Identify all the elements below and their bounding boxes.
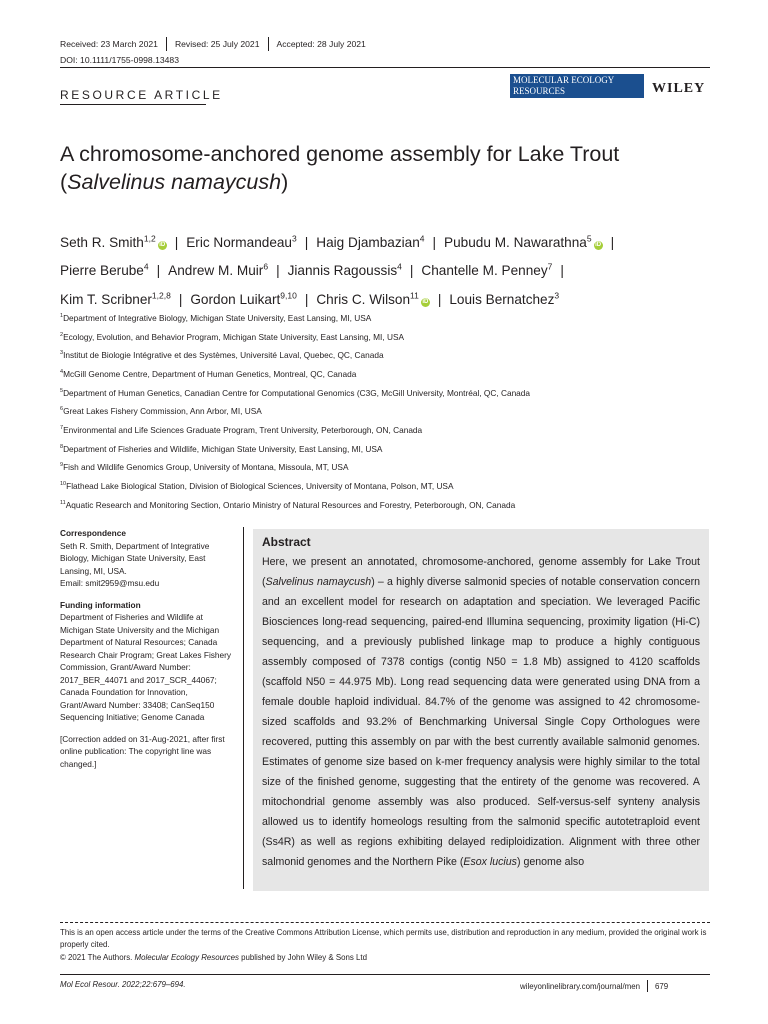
article-type-underline <box>60 104 206 105</box>
author-list: Seth R. Smith$^{1,2}$iD | Eric Normandeau$^3$ | Haig Djambazian$^4$ | Pubudu M. Nawarathna$^5$iD | Pierre Berube$^4$ | Andrew M. Muir$^6$ | Jiannis Ragoussis$^4$ | Chantelle M. Penney$^7$ | Kim T. Scribner$^{1,2,8}$ | Gordon Luikart$^{9,10}$ | Chris C. Wilson$^{11}$iD | Louis Bernatchez$^3$ <box>60 233 615 307</box>
journal-logo-line2: RESOURCES <box>513 86 566 96</box>
affiliation: $^7$Environmental and Life Sciences Graduate Program, Trent University, Peterborough, ON, Canada <box>60 424 423 435</box>
revised-date: Revised: 25 July 2021 <box>174 39 260 49</box>
citation: Mol Ecol Resour. 2022;22:679–694. <box>60 980 186 989</box>
divider <box>268 37 269 51</box>
accepted-date: Accepted: 28 July 2021 <box>276 39 366 49</box>
author[interactable]: Eric Normandeau$^3$ <box>186 233 297 250</box>
author[interactable]: Louis Bernatchez$^3$ <box>449 290 560 307</box>
article-type: RESOURCE ARTICLE <box>60 88 223 102</box>
correspondence-text: Seth R. Smith, Department of Integrative Biology, Michigan State University, East Lansing, MI, USA. <box>60 540 210 576</box>
license-divider <box>60 922 710 923</box>
divider <box>647 980 648 992</box>
article-dates <box>60 37 366 51</box>
orcid-icon[interactable]: iD <box>159 241 166 248</box>
affiliation: $^{10}$Flathead Lake Biological Station, Division of Biological Sciences, University of Montana, Polson, MT, USA <box>60 480 454 491</box>
title-species: Salvelinus namaycush <box>67 170 282 194</box>
title-paren-close: ) <box>281 170 289 194</box>
title-paren-open: ( <box>60 170 68 194</box>
funding-heading: Funding information <box>60 599 141 610</box>
header-rule <box>60 67 710 68</box>
author[interactable]: Seth R. Smith$^{1,2}$iD <box>60 233 166 250</box>
author[interactable]: Gordon Luikart$^{9,10}$ <box>190 290 297 307</box>
abstract-text: Here, we present an annotated, chromosome-anchored, genome assembly for Lake Trout (Salvelinus namaycush) – a highly diverse salmonid species of notable conservation concern and an excellent model for research on adaptation and speciation. We leveraged Pacific Biosciences long-read sequencing, paired-end Illumina sequencing, proximity ligation (Hi-C) sequencing, and a previously published linkage map to produce a highly contiguous assembly composed of 7378 contigs (contig N50 = 1.8 Mb) assigned to 4120 scaffolds (scaffold N50 = 44.975 Mb). Long read sequencing data were generated using DNA from a female double haploid individual. 84.7% of the genome was assigned to 42 chromosome-sized scaffolds and 93.2% of Benchmarking Universal Single Copy Orthologues were recovered, putting this assembly on par with the best currently available salmonid genomes. Estimates of genome size based on k-mer frequency analysis were highly similar to the total size of the finished genome, suggesting that the entirety of the genome was recovered. A mitochondrial genome assembly was also produced. Self-versus-self synteny analysis allowed us to identify homeologs resulting from the salmonid specific autotetraploid event (Ss4R) as well as regions exhibiting delayed rediploidization. Alignment with three other salmonid genomes and the Northern Pike (Esox lucius) genome also <box>262 556 701 868</box>
affiliation: $^4$McGill Genome Centre, Department of Human Genetics, Montreal, QC, Canada <box>60 368 357 379</box>
affiliation: $^9$Fish and Wildlife Genomics Group, University of Montana, Missoula, MT, USA <box>60 462 349 473</box>
author[interactable]: Pubudu M. Nawarathna$^5$iD <box>444 233 602 250</box>
affiliation: $^1$Department of Integrative Biology, Michigan State University, East Lansing, MI, USA <box>60 312 372 323</box>
column-divider <box>243 527 244 889</box>
correspondence-email[interactable]: Email: smit2959@msu.edu <box>60 578 160 588</box>
affiliation-list <box>60 308 720 513</box>
affiliation: $^5$Department of Human Genetics, Canadian Centre for Computational Genomics (C3G, McGill University, Montréal, QC, Canada <box>60 387 531 398</box>
article-title <box>60 140 720 196</box>
publisher-logo[interactable]: WILEY <box>652 81 706 96</box>
divider <box>166 37 167 51</box>
orcid-icon[interactable]: iD <box>595 241 602 248</box>
doi[interactable]: DOI: 10.1111/1755-0998.13483 <box>60 55 179 65</box>
sidebar <box>60 527 236 770</box>
correction-note: [Correction added on 31-Aug-2021, after first online publication: The copyright line was changed.] <box>60 733 225 769</box>
orcid-icon[interactable]: iD <box>422 298 429 305</box>
affiliation: $^3$Institut de Biologie Intégrative et des Systèmes, Université Laval, Quebec, QC, Canada <box>60 350 384 361</box>
author[interactable]: Chantelle M. Penney$^7$ <box>421 261 553 279</box>
author[interactable]: Jiannis Ragoussis$^4$ <box>287 261 402 279</box>
author[interactable]: Andrew M. Muir$^6$ <box>168 261 269 279</box>
affiliation: $^2$Ecology, Evolution, and Behavior Program, Michigan State University, East Lansing, MI, USA <box>60 331 405 342</box>
author[interactable]: Chris C. Wilson$^{11}$iD <box>316 290 429 307</box>
journal-logo[interactable] <box>510 74 644 98</box>
correspondence-heading: Correspondence <box>60 528 126 538</box>
author[interactable]: Haig Djambazian$^4$ <box>316 233 425 250</box>
author[interactable]: Pierre Berube$^4$ <box>60 261 149 279</box>
footer-right <box>520 980 668 992</box>
affiliation: $^{11}$Aquatic Research and Monitoring Section, Ontario Ministry of Natural Resources and Forestry, Peterborough, ON, Canada <box>60 499 516 510</box>
license-text: This is an open access article under the terms of the Creative Commons Attribution License, which permits use, distribution and reproduction in any medium, provided the original work is properly cited. <box>60 928 707 950</box>
journal-url[interactable]: wileyonlinelibrary.com/journal/men <box>520 981 641 991</box>
page-number: 679 <box>655 981 669 991</box>
abstract-heading: Abstract <box>262 535 311 549</box>
affiliation: $^6$Great Lakes Fishery Commission, Ann Arbor, MI, USA <box>60 406 262 417</box>
title-main: A chromosome-anchored genome assembly for Lake Trout <box>60 142 620 166</box>
funding-text: Department of Fisheries and Wildlife at Michigan State University and the Michigan Department of Natural Resources; Canada Research Chair Program; Great Lakes Fishery Commission, Grant/Award Number: 2017_BER_44071 and 2017_SCR_44067; Canada Foundation for Innovation, Grant/Award Number: 33408; CanSeq150 Sequencing Initiative; Genome Canada <box>60 612 232 722</box>
affiliation: $^8$Department of Fisheries and Wildlife, Michigan State University, East Lansing, MI, USA <box>60 443 383 454</box>
license-notice <box>60 927 710 964</box>
copyright-line: © 2021 The Authors. Molecular Ecology Resources published by John Wiley & Sons Ltd <box>60 952 368 962</box>
footer-rule <box>60 974 710 975</box>
journal-logo-line1: MOLECULAR ECOLOGY <box>513 75 615 85</box>
received-date: Received: 23 March 2021 <box>60 39 158 49</box>
author[interactable]: Kim T. Scribner$^{1,2,8}$ <box>60 290 171 307</box>
